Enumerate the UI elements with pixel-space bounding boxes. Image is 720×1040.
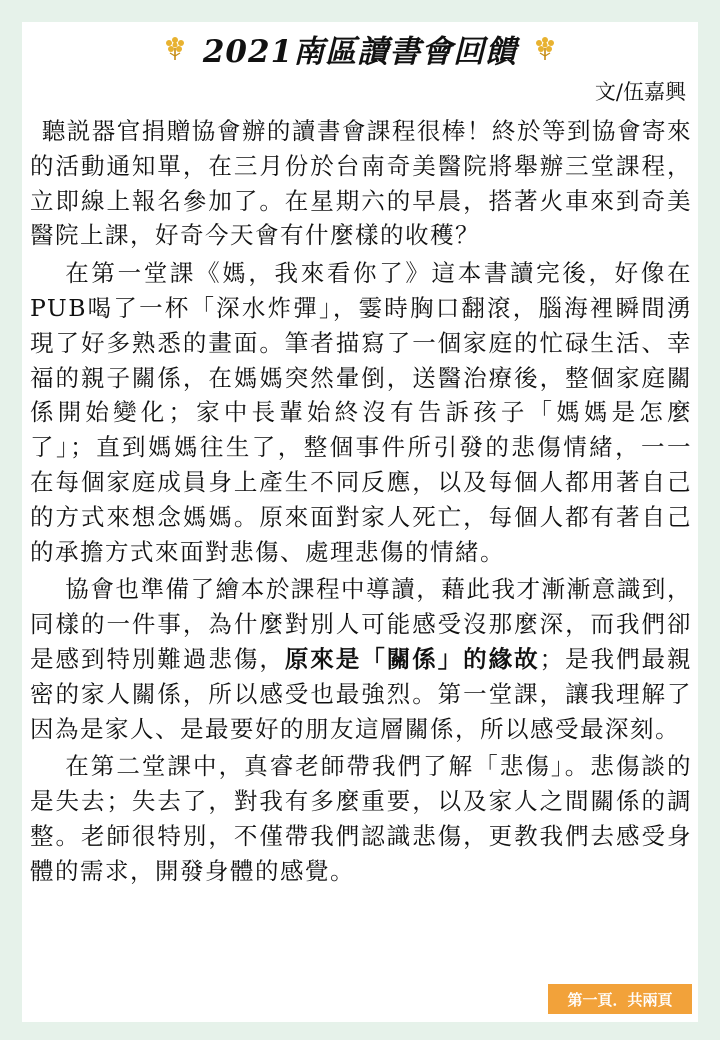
flower-icon bbox=[531, 34, 559, 62]
paragraph-3-text-a: 協會也準備了繪本於課程中導讀，藉此我才漸漸意識到，同樣的一件事，為什麼對別人可能感受沒那麼深，而我們卻是感到特別難過悲傷， bbox=[30, 575, 692, 673]
page bbox=[22, 22, 698, 1022]
paragraph-3-text-b: ；是我們最親密的家人關係，所以感受也最強烈。第一堂課，讓我理解了因為是家人、是最要好的朋友這層關係，所以感受最深刻。 bbox=[30, 644, 693, 743]
page-number-badge: 第一頁．共兩頁 bbox=[548, 984, 692, 1014]
paragraph-1: 聽説器官捐贈協會辦的讀書會課程很棒！終於等到協會寄來的活動通知單，在三月份於台南奇美醫院將舉辦三堂課程，立即線上報名參加了。在星期六的早晨，搭著火車來到奇美醫院上課，好奇今天會有什麼樣的收穫？ bbox=[30, 117, 692, 250]
paragraph-2: 在第一堂課《媽，我來看你了》這本書讀完後，好像在PUB喝了一杯「深水炸彈」，霎時胸口翻滾，腦海裡瞬間湧現了好多熟悉的畫面。筆者描寫了一個家庭的忙碌生活、幸福的親子關係，在媽媽突然暈倒，送醫治療後，整個家庭關係開始變化；家中長輩始終沒有告訴孩子「媽媽是怎麼了」；直到媽媽往生了，整個事件所引發的悲傷情緒，一一在每個家庭成員身上產生不同反應，以及每個人都用著自己的方式來想念媽媽。原來面對家人死亡，每個人都有著自己的承擔方式來面對悲傷、處理悲傷的情緒。 bbox=[30, 259, 692, 566]
paragraph-3-emphasis: 原來是「關係」的緣故 bbox=[284, 644, 540, 673]
author-byline: 文/伍嘉興 bbox=[594, 80, 686, 104]
flower-icon bbox=[161, 34, 189, 62]
title-row bbox=[22, 26, 698, 70]
paragraph-4: 在第二堂課中，真睿老師帶我們了解「悲傷」。悲傷談的是失去；失去了，對我有多麼重要，以及家人之間關係的調整。老師很特別，不僅帶我們認識悲傷，更教我們去感受身體的需求，開發身體的感覺。 bbox=[30, 752, 692, 885]
paragraph-3 bbox=[30, 572, 692, 746]
page-title: 2021南區讀書會回饋 bbox=[202, 33, 518, 70]
article-body bbox=[30, 114, 692, 892]
